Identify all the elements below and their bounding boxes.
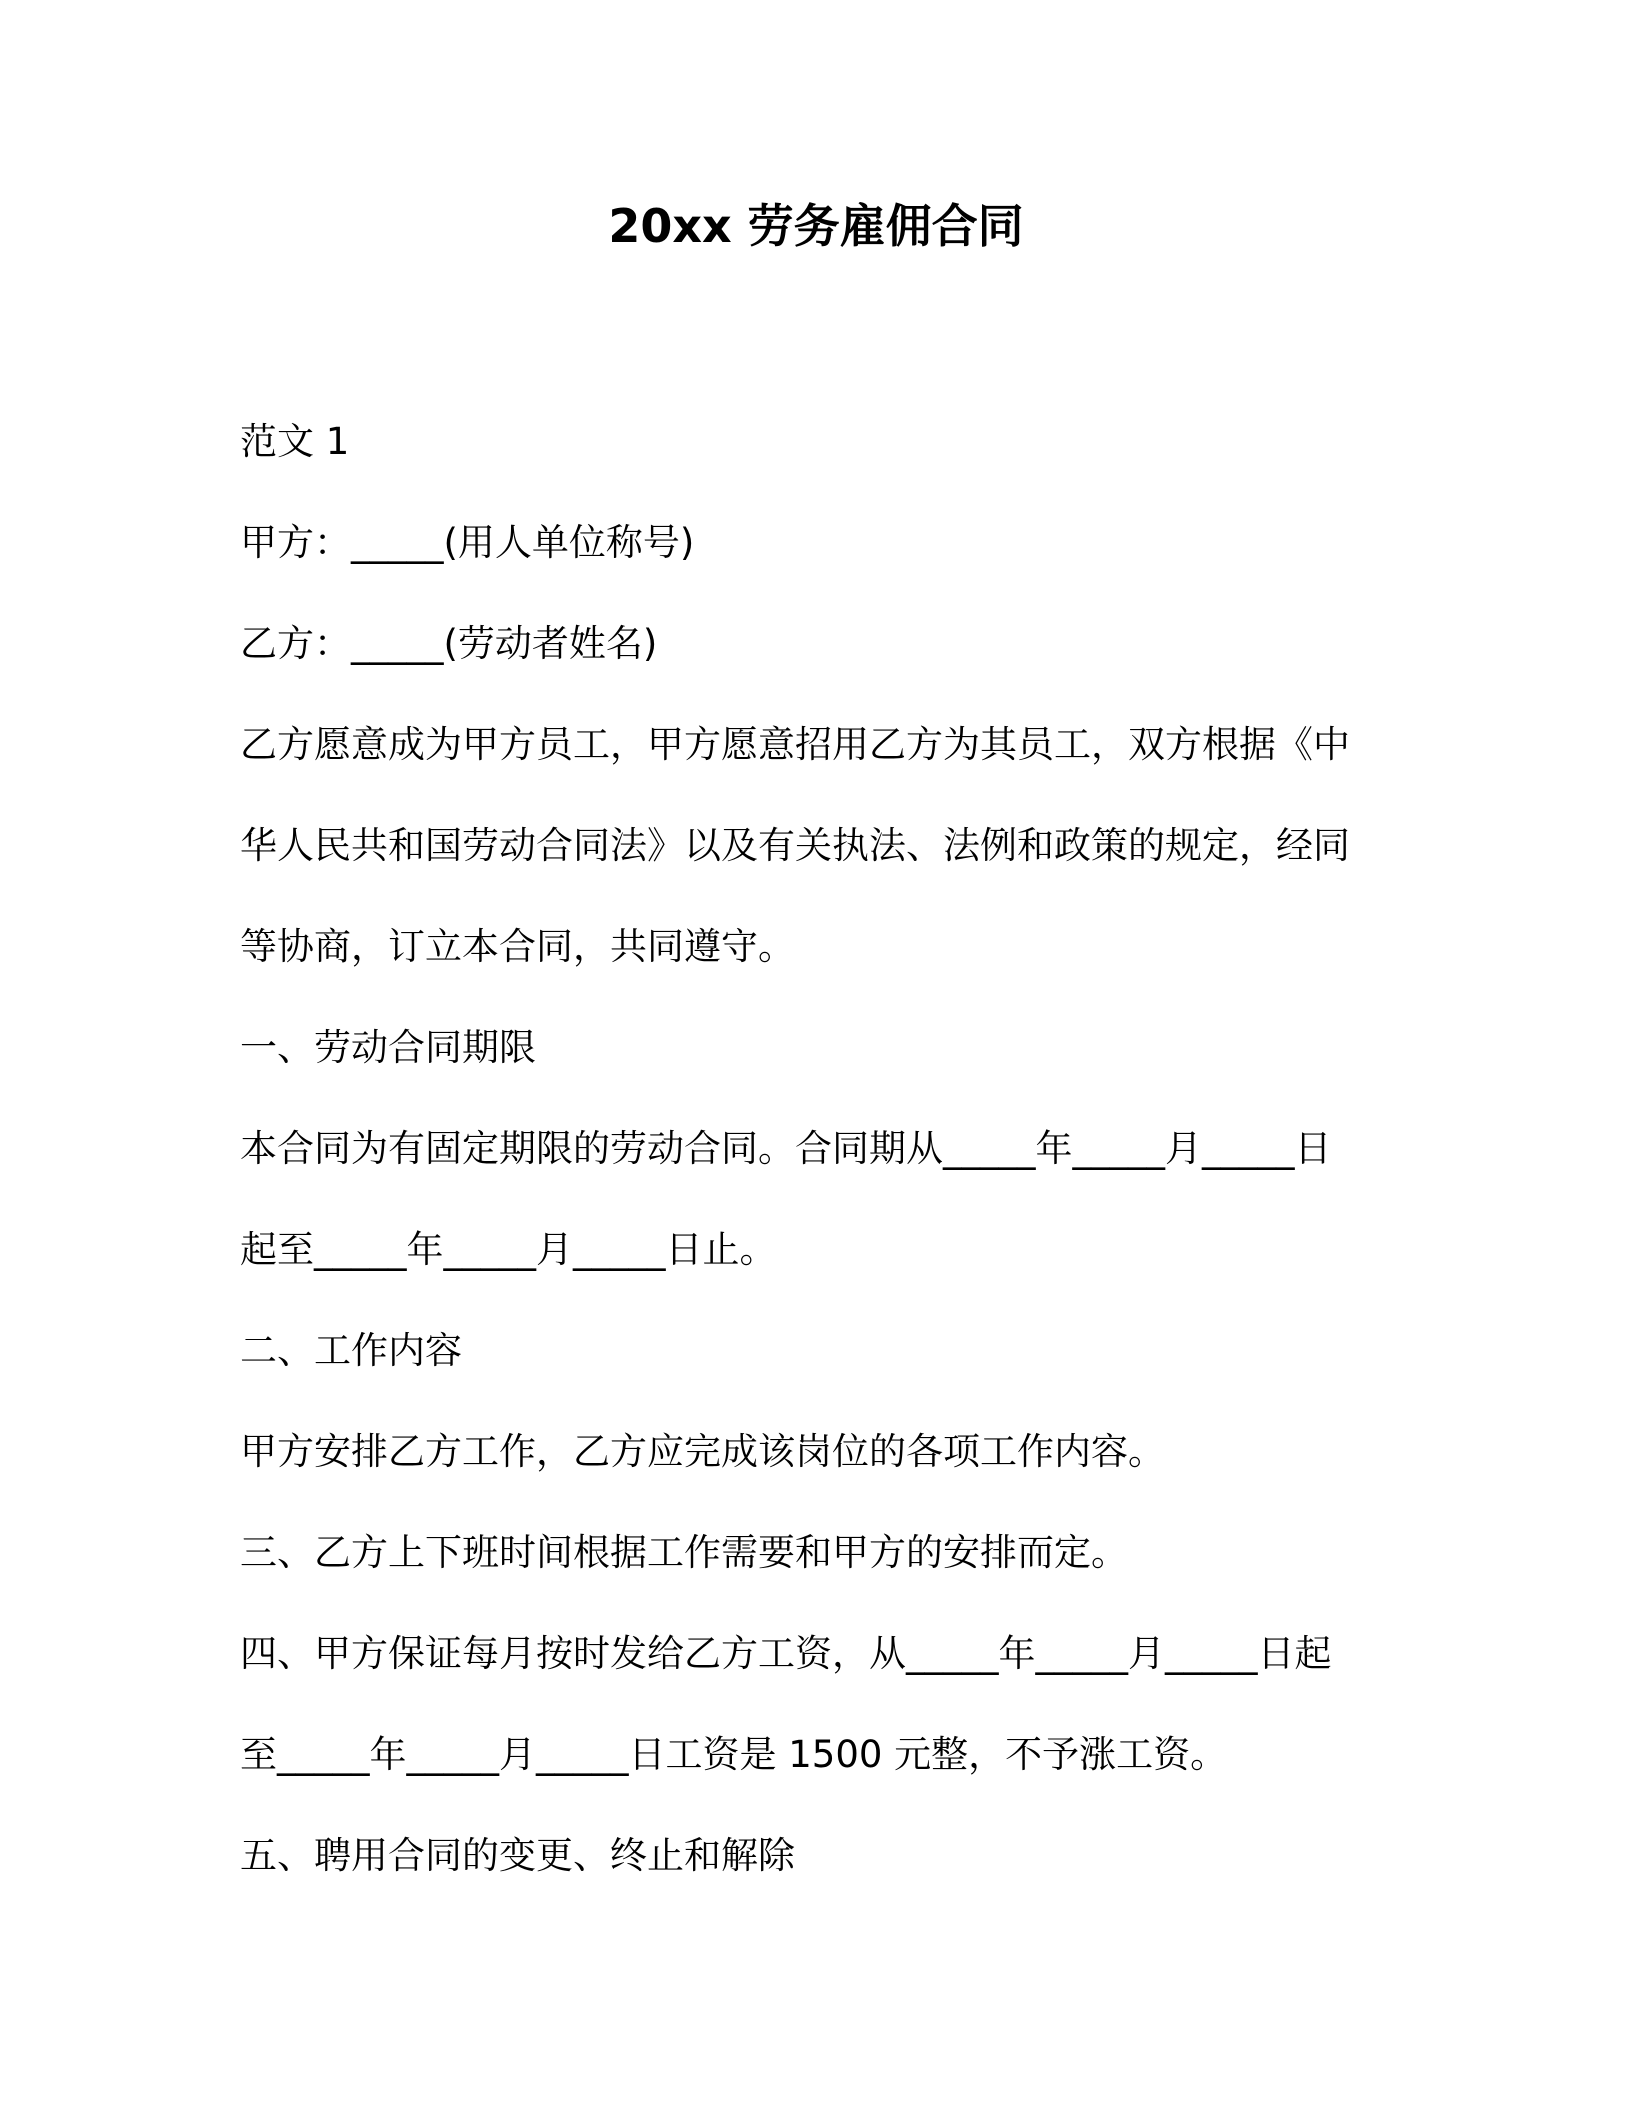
- preamble-line-1: 乙方愿意成为甲方员工，甲方愿意招用乙方为其员工，双方根据《中: [240, 723, 1350, 766]
- document-title: 20xx 劳务雇佣合同: [608, 199, 1024, 253]
- section-4-text-line-2: 至_____年_____月_____日工资是 1500 元整，不予涨工资。: [240, 1733, 1228, 1776]
- party-a-line: 甲方：_____(用人单位称号): [240, 521, 695, 564]
- section-5-heading: 五、聘用合同的变更、终止和解除: [240, 1834, 795, 1877]
- party-b-line: 乙方：_____(劳动者姓名): [240, 622, 658, 665]
- section-3-text: 三、乙方上下班时间根据工作需要和甲方的安排而定。: [240, 1531, 1128, 1574]
- section-4-text-line-1: 四、甲方保证每月按时发给乙方工资，从_____年_____月_____日起: [240, 1632, 1332, 1675]
- section-2-heading: 二、工作内容: [240, 1329, 462, 1372]
- preamble-line-3: 等协商，订立本合同，共同遵守。: [240, 925, 795, 968]
- section-1-heading: 一、劳动合同期限: [240, 1026, 536, 1069]
- sample-label: 范文 1: [240, 420, 350, 463]
- document-body: [240, 417, 1410, 1932]
- preamble-line-2: 华人民共和国劳动合同法》以及有关执法、法例和政策的规定，经同: [240, 824, 1350, 867]
- section-1-text-line-2: 起至_____年_____月_____日止。: [240, 1228, 777, 1271]
- section-1-text-line-1: 本合同为有固定期限的劳动合同。合同期从_____年_____月_____日: [240, 1127, 1332, 1170]
- section-2-text: 甲方安排乙方工作，乙方应完成该岗位的各项工作内容。: [240, 1430, 1165, 1473]
